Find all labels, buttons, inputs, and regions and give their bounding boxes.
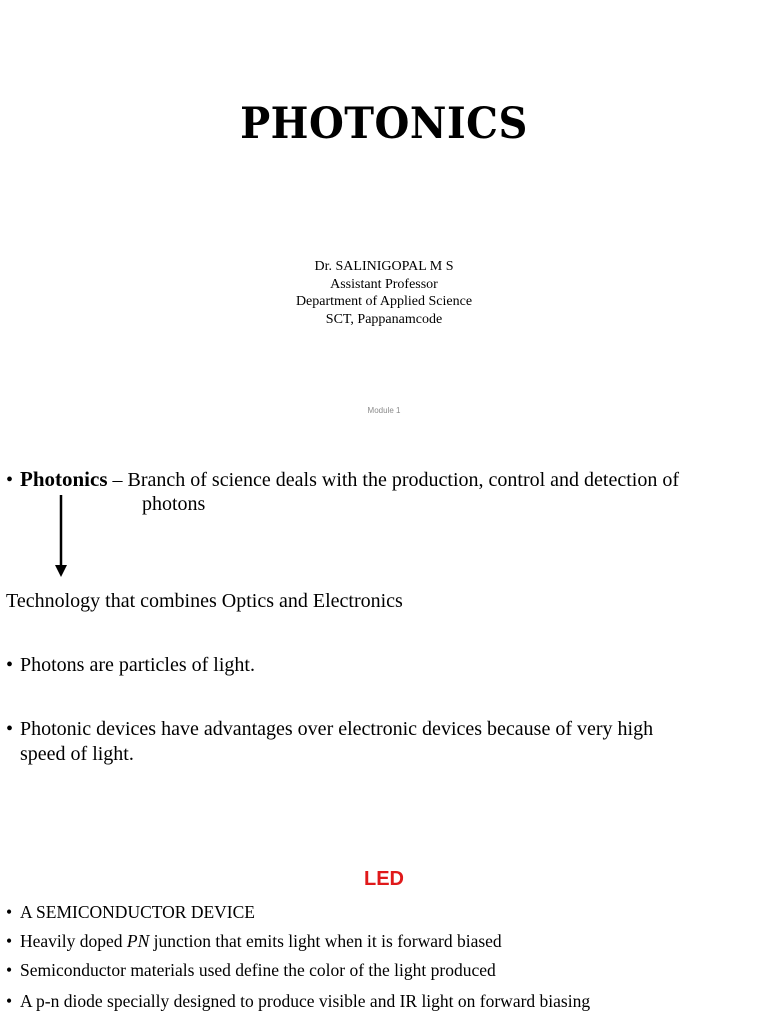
led-bullet-text: Heavily doped [20,931,127,951]
bullet-marker: • [6,902,13,922]
definition-text-continued: photons [142,493,206,515]
author-institution: SCT, Pappanamcode [325,311,443,327]
led-bullet-pn-junction [6,930,502,952]
led-bullet-emphasis: PN [126,931,150,951]
title-slide [0,0,768,432]
definition-term: Photonics [20,467,108,491]
bullet-marker: • [6,469,14,491]
bullet-marker: • [6,931,13,951]
led-bullet-text-rest: junction that emits light when it is forward biased [149,931,502,951]
bullet-text: Photonic devices have advantages over electronic devices because of very high [20,718,654,740]
author-position: Assistant Professor [330,276,438,292]
bullet-photonic-devices [6,717,653,741]
author-info [0,258,768,328]
author-department: Department of Applied Science [295,294,473,309]
definition-text: – Branch of science deals with the production, control and detection of [107,469,679,491]
led-bullet-semiconductor [6,901,255,923]
led-bullet-text: A p-n diode specially designed to produce visible and IR light on forward biasing [20,991,591,1011]
led-heading: LED [364,868,404,890]
down-arrow-icon [53,495,69,579]
bullet-marker: • [6,718,14,740]
slide-title: PHOTONICS [240,98,528,149]
bullet-text-continued: speed of light. [20,743,134,765]
led-bullet-text: Semiconductor materials used define the color of the light produced [20,960,496,980]
bullet-text: Photons are particles of light. [20,654,255,676]
led-slide [0,840,768,1024]
led-bullet-text: A SEMICONDUCTOR DEVICE [20,902,255,922]
definition-slide [0,432,768,840]
definition-bullet [6,467,679,492]
led-bullet-materials [6,959,496,981]
slide-footer: Module 1 [367,406,401,415]
technology-text: Technology that combines Optics and Electronics [6,590,403,612]
led-bullet-pn-diode [6,990,590,1012]
bullet-marker: • [6,654,14,676]
bullet-photons-particles [6,653,255,677]
bullet-marker: • [6,991,13,1011]
author-name: Dr. SALINIGOPAL M S [314,259,454,274]
bullet-marker: • [6,960,13,980]
